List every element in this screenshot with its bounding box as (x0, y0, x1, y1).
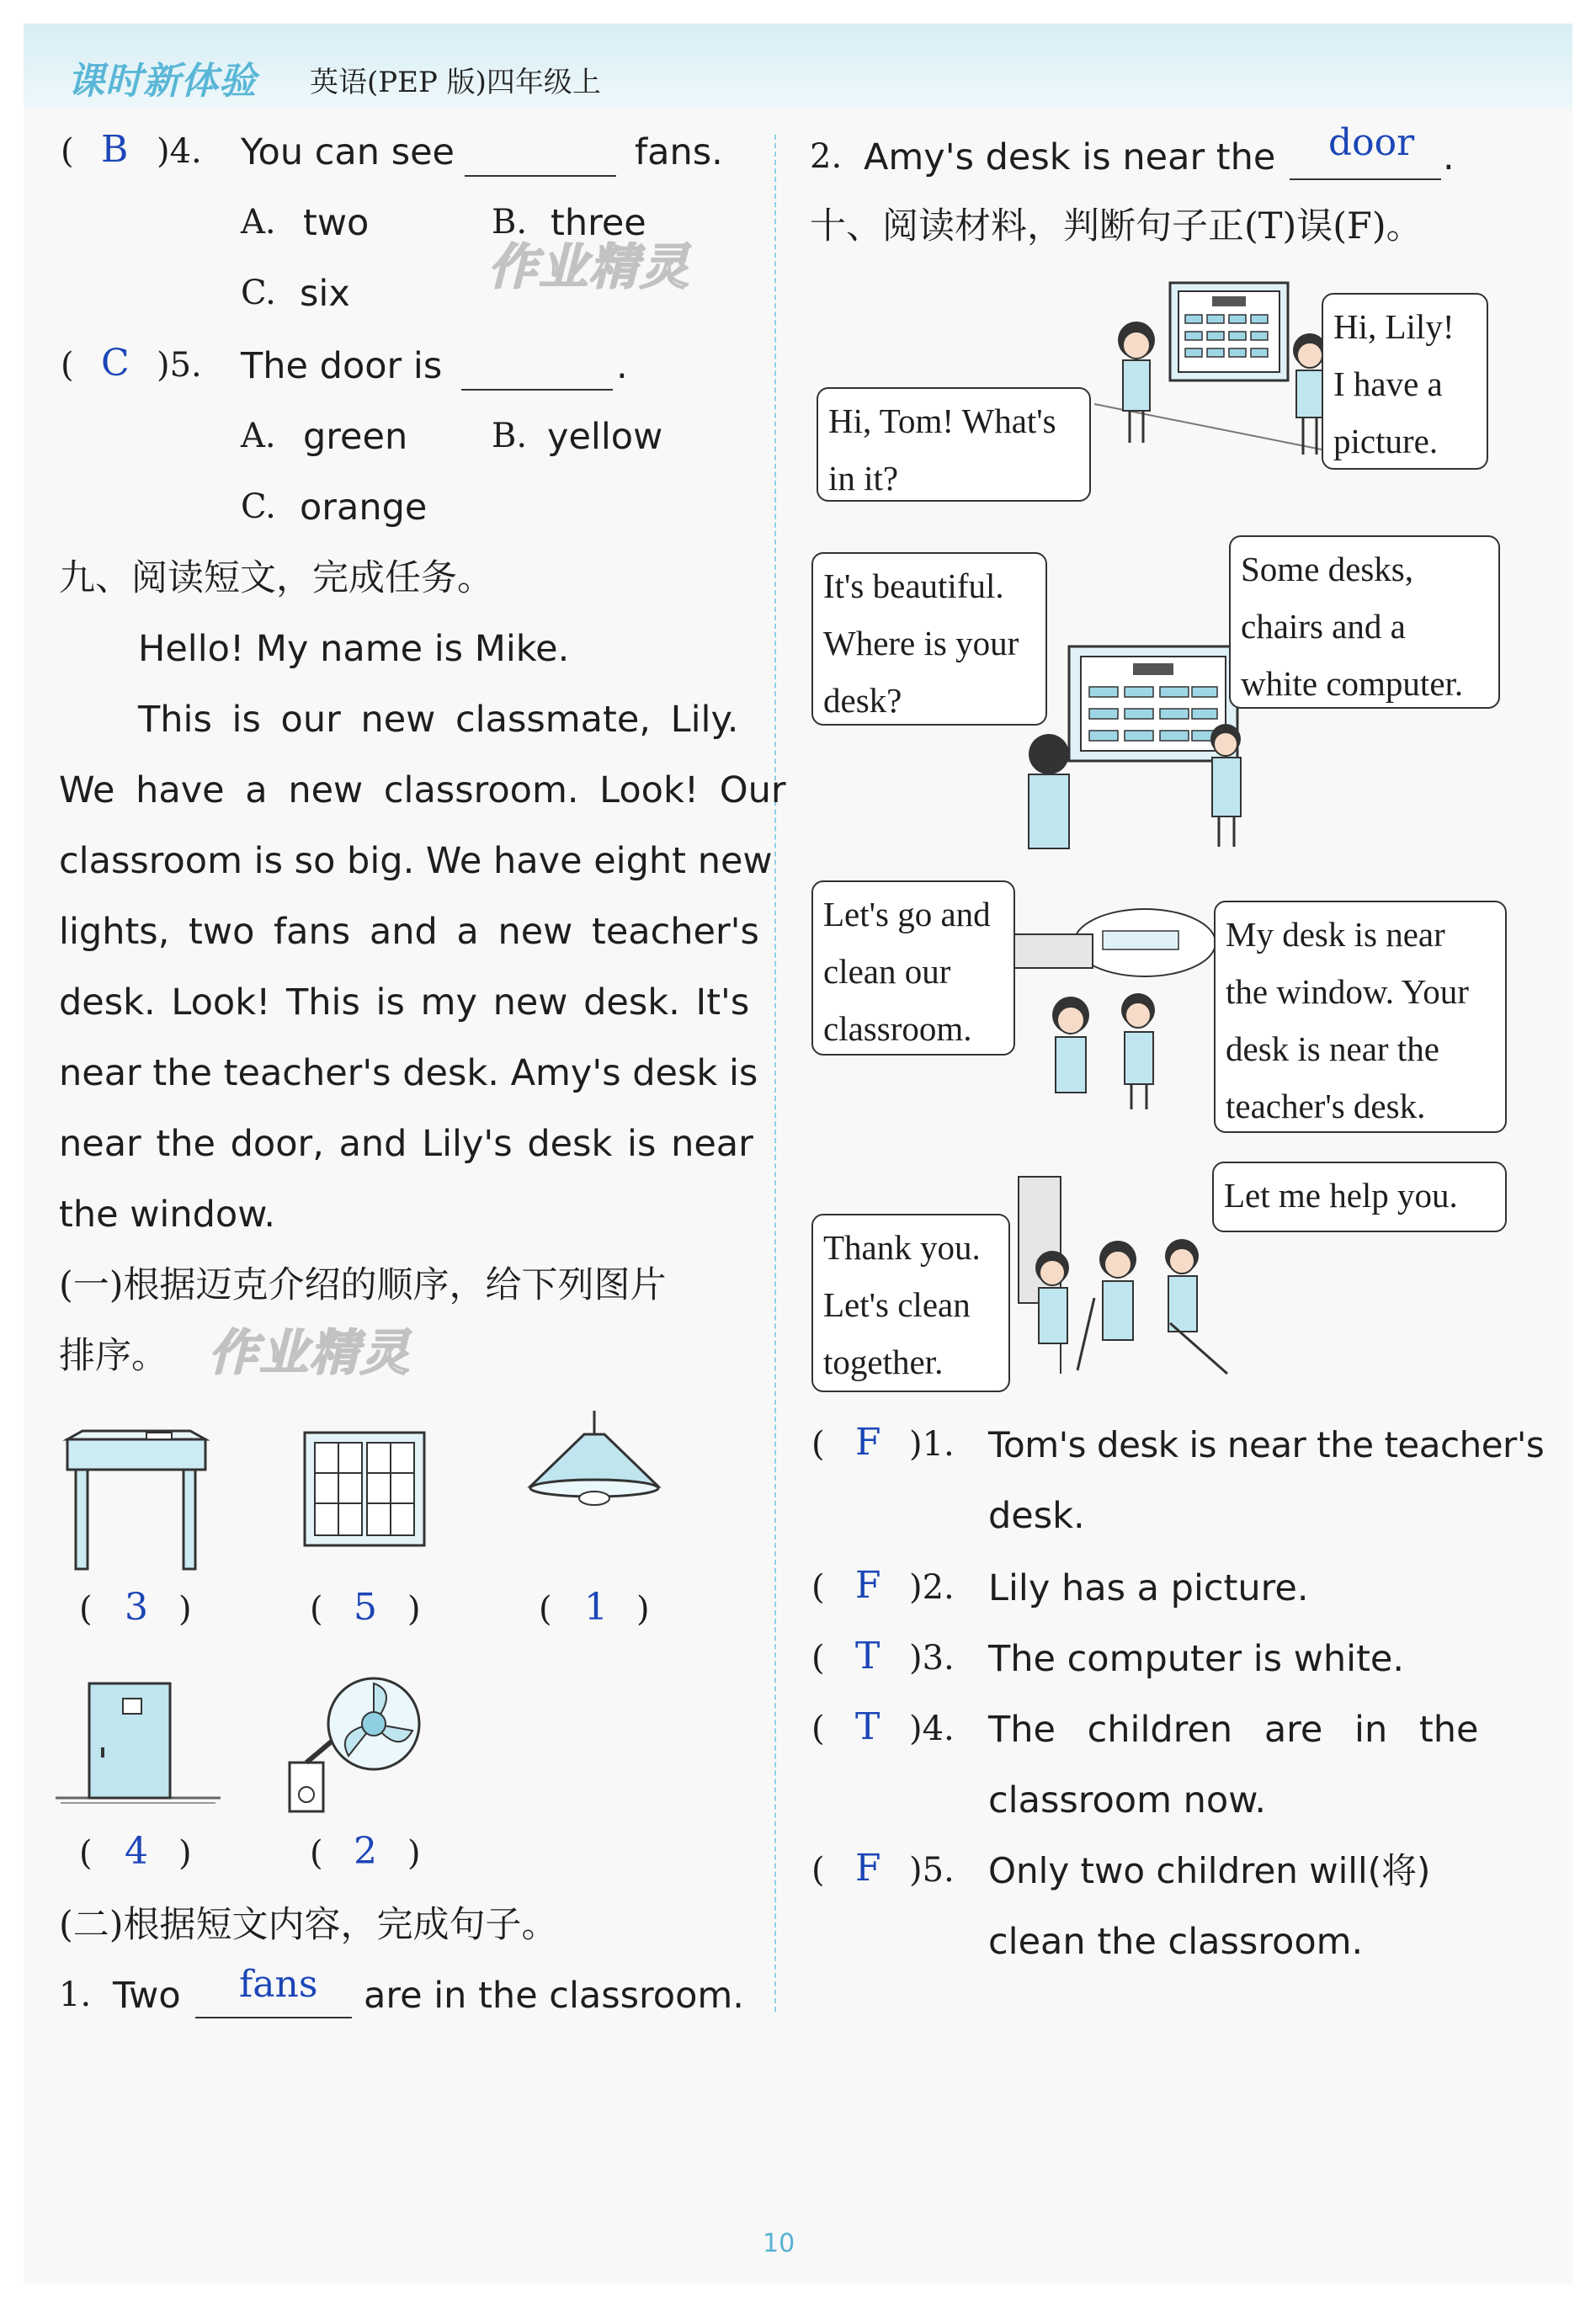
tf-number: )2. (909, 1568, 955, 1607)
paren-open: ( (811, 1639, 825, 1678)
sentence-2-answer: door (1328, 121, 1415, 164)
tf-statement: Lily has a picture. (988, 1567, 1309, 1609)
q5-number: )5. (157, 346, 202, 385)
q4-opt-a: two (303, 202, 370, 244)
task-2-heading: (二)根据短文内容，完成句子。 (59, 1904, 558, 1946)
paren-open: ( (79, 1590, 93, 1629)
picture-answer: 5 (354, 1586, 377, 1629)
paren-close: ) (178, 1834, 192, 1873)
q4-stem: You can see (241, 131, 455, 173)
sentence-2-post: . (1443, 136, 1455, 178)
tf-statement: The children are in the (988, 1709, 1479, 1751)
task-1-heading: (一)根据迈克介绍的顺序，给下列图片 (59, 1264, 667, 1306)
q4-answer: B (101, 128, 129, 171)
speech-bubble: Thank you. Let's clean together. (811, 1214, 1010, 1392)
paren-open: ( (79, 1834, 93, 1873)
paren-open: ( (61, 132, 74, 171)
passage-line: desk. Look! This is my new desk. It's (59, 981, 750, 1024)
passage-line: the window. (59, 1194, 276, 1236)
sentence-2-blank (1290, 178, 1441, 180)
speech-bubble: Hi, Lily! I have a picture. (1322, 293, 1488, 470)
picture-answer: 2 (354, 1830, 377, 1873)
q5-blank (461, 389, 613, 391)
column-divider (774, 135, 776, 2012)
section-10-heading: 十、阅读材料，判断句子正(T)误(F)。 (810, 205, 1423, 247)
task-1-heading-cont: 排序。 (59, 1335, 168, 1377)
passage-line: near the teacher's desk. Amy's desk is (59, 1052, 758, 1094)
tf-number: )4. (909, 1710, 955, 1748)
children-talking-illustration (993, 901, 1221, 1111)
speech-bubble: Let me help you. (1212, 1162, 1507, 1232)
page-number: 10 (763, 2229, 795, 2258)
q4-opt-b-label: B. (492, 203, 528, 242)
tf-number: )1. (909, 1425, 955, 1464)
passage-line: We have a new classroom. Look! Our (59, 769, 786, 811)
paren-open: ( (811, 1425, 825, 1464)
tf-statement-cont: classroom now. (988, 1779, 1267, 1821)
q5-opt-a: green (303, 416, 408, 458)
tf-answer: T (855, 1705, 880, 1748)
speech-bubble: My desk is near the window. Your desk is near the teacher's desk. (1214, 901, 1507, 1133)
tf-statement-cont: clean the classroom. (988, 1921, 1364, 1963)
sentence-2-number: 2. (810, 137, 843, 176)
q4-blank (465, 175, 616, 177)
q4-opt-c-label: C. (241, 274, 276, 312)
q5-opt-c-label: C. (241, 487, 276, 526)
picture-answer: 3 (125, 1586, 148, 1629)
passage-line: Hello! My name is Mike. (138, 628, 570, 670)
teacher-desk-icon (66, 1431, 209, 1574)
children-cleaning-illustration (1002, 1172, 1237, 1382)
q4-opt-b: three (551, 202, 646, 244)
sentence-2-pre: Amy's desk is near the (864, 136, 1276, 178)
tf-answer: F (855, 1421, 881, 1464)
q5-opt-b-label: B. (492, 417, 528, 455)
passage-line: lights, two fans and a new teacher's (59, 911, 759, 953)
sentence-1-blank (195, 2017, 352, 2018)
window-icon (303, 1431, 426, 1549)
tf-statement: The computer is white. (988, 1638, 1405, 1680)
speech-bubble: It's beautiful. Where is your desk? (811, 552, 1047, 726)
passage-line: classroom is so big. We have eight new (59, 840, 773, 882)
speech-bubble: Hi, Tom! What's in it? (817, 387, 1091, 502)
q4-stem-end: fans. (635, 131, 723, 173)
sentence-1-answer: fans (239, 1963, 318, 2006)
sentence-1-pre: Two (113, 1975, 181, 2017)
paren-open: ( (811, 1568, 825, 1607)
tf-number: )5. (909, 1851, 955, 1890)
q5-answer: C (101, 342, 130, 385)
tf-statement: Only two children will(将) (988, 1850, 1431, 1891)
watermark: 作业精灵 (209, 1324, 412, 1381)
speech-bubble: Let's go and clean our classroom. (811, 880, 1015, 1056)
book-subtitle: 英语(PEP 版)四年级上 (310, 66, 601, 99)
picture-answer: 1 (584, 1586, 608, 1629)
watermark: 作业精灵 (488, 238, 691, 295)
picture-answer: 4 (125, 1830, 148, 1873)
q5-opt-b: yellow (547, 416, 663, 458)
tf-answer: T (855, 1635, 880, 1678)
q5-stem-end: . (616, 345, 628, 387)
sentence-1-post: are in the classroom. (364, 1975, 744, 2017)
tf-number: )3. (909, 1639, 955, 1678)
q4-number: )4. (157, 132, 202, 171)
ceiling-light-icon (527, 1411, 662, 1512)
sentence-1-number: 1. (59, 1976, 92, 2014)
q4-opt-a-label: A. (241, 203, 276, 242)
paren-close: ) (636, 1590, 650, 1629)
tf-answer: F (855, 1564, 881, 1607)
paren-close: ) (407, 1590, 421, 1629)
paren-open: ( (310, 1590, 323, 1629)
paren-open: ( (310, 1834, 323, 1873)
q5-opt-c: orange (300, 487, 428, 529)
paren-close: ) (178, 1590, 192, 1629)
passage-line: near the door, and Lily's desk is near (59, 1123, 753, 1165)
q5-stem: The door is (241, 345, 443, 387)
paren-open: ( (811, 1851, 825, 1890)
speech-bubble: Some desks, chairs and a white computer. (1229, 535, 1500, 709)
tf-statement-cont: desk. (988, 1495, 1085, 1537)
door-icon (56, 1680, 221, 1805)
paren-open: ( (539, 1590, 552, 1629)
paren-open: ( (811, 1710, 825, 1748)
paren-open: ( (61, 346, 74, 385)
q5-opt-a-label: A. (241, 417, 276, 455)
passage-line: This is our new classmate, Lily. (138, 699, 739, 741)
paren-close: ) (407, 1834, 421, 1873)
fan-icon (281, 1672, 441, 1815)
section-9-heading: 九、阅读短文，完成任务。 (59, 557, 493, 599)
tf-answer: F (855, 1847, 881, 1890)
brand-title: 课时新体验 (67, 60, 257, 103)
tf-statement: Tom's desk is near the teacher's (988, 1424, 1545, 1465)
classroom-scene-illustration (1094, 278, 1347, 471)
q4-opt-c: six (300, 273, 350, 315)
